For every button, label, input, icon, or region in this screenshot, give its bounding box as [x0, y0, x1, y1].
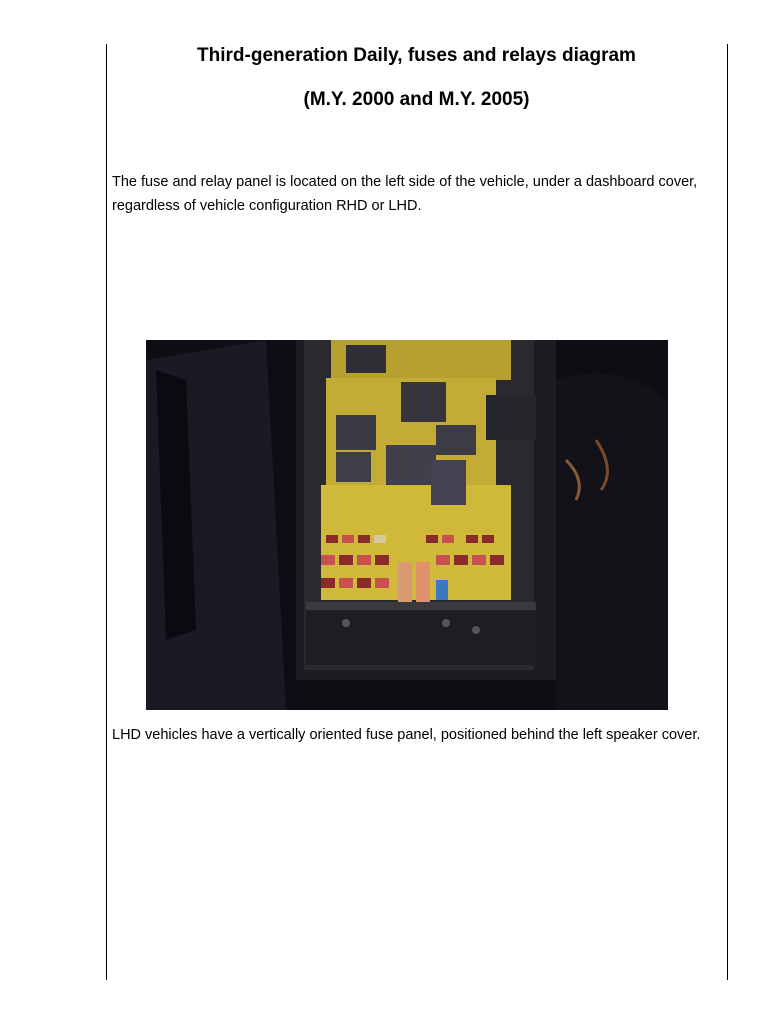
paragraph-lhd: LHD vehicles have a vertically oriented fuse panel, positioned behind the left speaker cover. — [112, 727, 701, 743]
fuse-panel-image — [146, 340, 668, 710]
document-subtitle: (M.Y. 2000 and M.Y. 2005) — [303, 89, 530, 110]
document-title: Third-generation Daily, fuses and relays diagram — [197, 45, 636, 66]
page-border-left — [106, 44, 107, 980]
page-border-right — [727, 44, 728, 980]
paragraph-location: The fuse and relay panel is located on the left side of the vehicle, under a dashboard cover, regardless of vehicle configuration RHD or LHD. — [112, 174, 698, 214]
fuse-panel-photo — [146, 340, 668, 710]
